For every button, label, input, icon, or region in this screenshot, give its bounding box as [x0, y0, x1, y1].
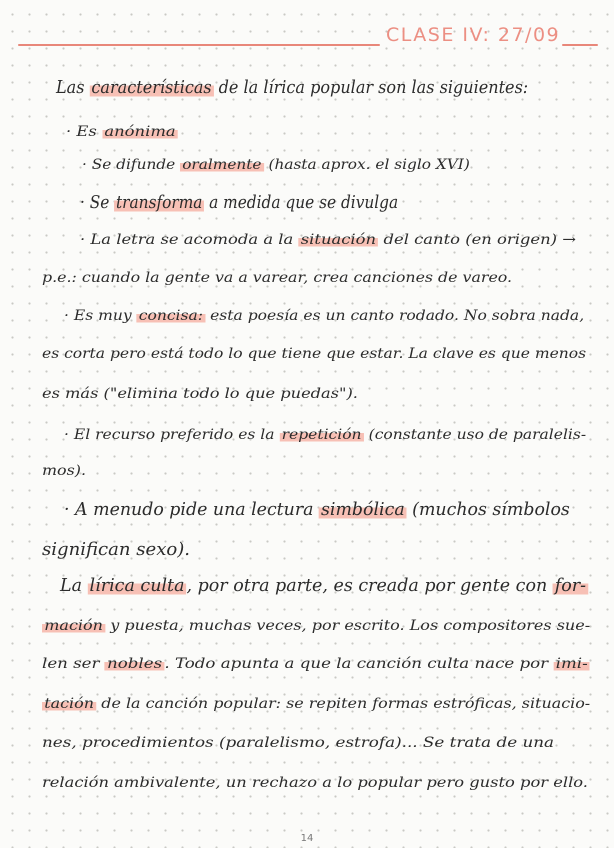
page-title: CLASE IV: 27/09	[386, 24, 561, 46]
note-text: · El recurso preferido es la	[64, 427, 280, 443]
note-text: · Es muy	[64, 308, 137, 324]
note-line	[42, 616, 591, 636]
note-text: de la lírica popular son las siguientes:	[213, 78, 529, 98]
note-text: relación ambivalente, un rechazo a lo popular pero gusto por ello.	[42, 775, 588, 791]
note-line	[42, 540, 191, 560]
note-line	[42, 461, 86, 481]
note-text: esta poesía es un canto rodado. No sobra nada,	[205, 308, 585, 324]
note-text: len ser	[42, 656, 105, 672]
highlighted-term: nobles	[105, 656, 165, 672]
highlighted-term: for-	[554, 576, 587, 596]
note-text: es corta pero está todo lo que tiene que estar. La clave es que menos	[42, 346, 587, 362]
note-text: (hasta aprox. el siglo XVI)	[263, 157, 470, 173]
highlighted-term: repetición	[279, 427, 363, 443]
note-text: del canto (en origen) →	[378, 232, 576, 248]
note-line	[42, 694, 591, 714]
note-text: (constante uso de paralelis-	[363, 427, 587, 443]
note-text: y puesta, muchas veces, por escrito. Los compositores sue-	[105, 618, 591, 634]
highlighted-term: mación	[42, 618, 105, 634]
note-line	[82, 155, 470, 175]
note-line	[64, 425, 587, 445]
highlighted-term: imi-	[553, 656, 590, 672]
note-text: · La letra se acomoda a la	[80, 232, 299, 248]
note-line	[42, 344, 587, 364]
note-text: significan sexo).	[42, 540, 191, 560]
note-text: , por otra parte, es creada por gente con	[186, 576, 553, 596]
note-line	[64, 306, 585, 326]
note-line	[42, 384, 358, 404]
note-text: · Se difunde	[82, 157, 181, 173]
page-number: 14	[300, 833, 314, 844]
note-line	[66, 122, 176, 142]
note-text: de la canción popular: se repiten formas estróficas, situacio-	[96, 696, 591, 712]
note-line	[80, 193, 444, 213]
note-text: · Se	[80, 193, 115, 213]
highlighted-term: anónima	[102, 124, 178, 140]
note-line	[42, 733, 555, 753]
highlighted-term: simbólica	[320, 500, 405, 520]
note-text: · Es	[66, 124, 103, 140]
header-rule-right	[562, 44, 598, 46]
note-line	[64, 500, 576, 520]
note-text: . Todo apunta a que la canción culta nace por	[164, 656, 554, 672]
note-line	[42, 268, 513, 288]
note-text: Las	[56, 78, 90, 98]
note-text: p.e.: cuando la gente va a varear, crea canciones de vareo.	[42, 270, 513, 286]
highlighted-term: oralmente	[180, 157, 264, 173]
note-text: es más ("elimina todo lo que puedas").	[42, 386, 358, 402]
highlighted-term: tación	[42, 696, 96, 712]
highlighted-term: concisa:	[137, 308, 206, 324]
note-line	[42, 773, 588, 793]
note-text: · A menudo pide una lectura	[64, 500, 320, 520]
note-text: mos).	[42, 463, 86, 479]
highlighted-term: situación	[298, 232, 378, 248]
highlighted-term: lírica culta	[89, 576, 185, 596]
note-text: (muchos símbolos	[406, 500, 570, 520]
note-line	[80, 230, 576, 250]
note-text: a medida que se divulga	[204, 193, 399, 213]
header-rule-left	[18, 44, 380, 46]
highlighted-term: características	[91, 78, 212, 98]
note-line	[42, 654, 588, 674]
note-line	[60, 576, 592, 596]
note-text: La	[60, 576, 88, 596]
note-text: nes, procedimientos (paralelismo, estrofa)... Se trata de una	[42, 735, 555, 751]
note-line	[56, 78, 573, 98]
highlighted-term: transforma	[116, 193, 203, 213]
